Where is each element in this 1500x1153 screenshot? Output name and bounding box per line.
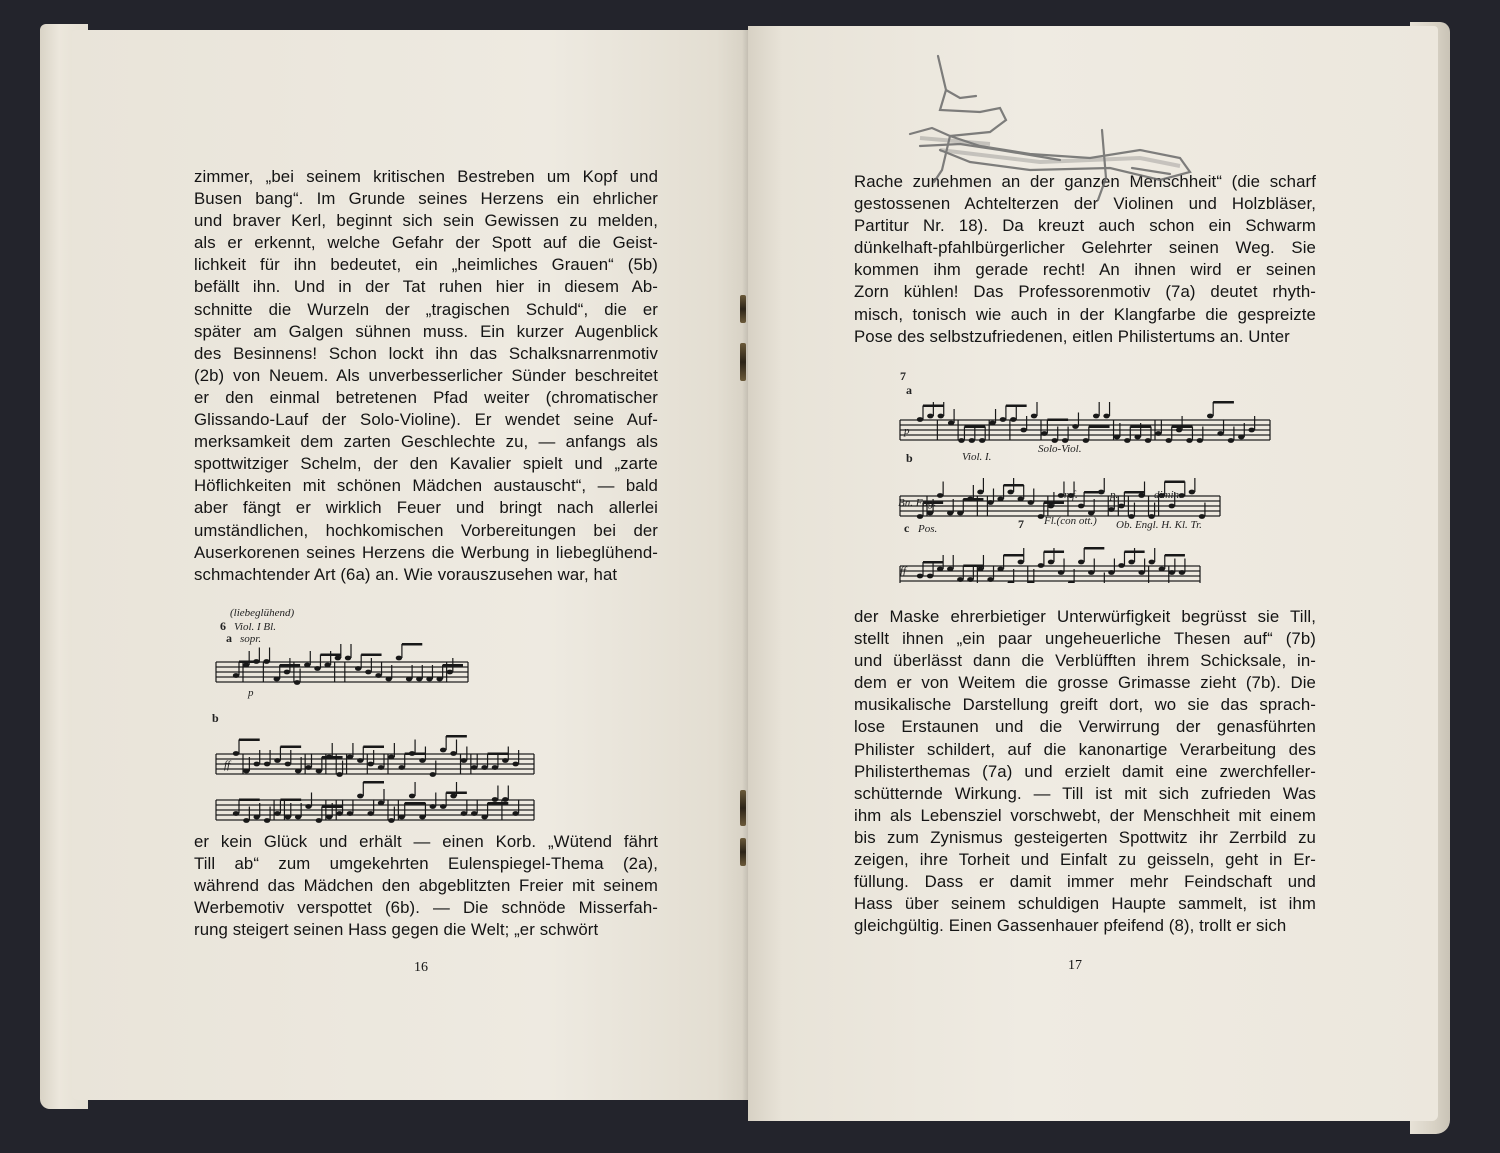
note-head — [1134, 435, 1140, 440]
note-head — [436, 677, 442, 682]
text-line: dem er von Weitem die grosse Grimasse zieht (7b). Die — [854, 673, 1316, 693]
sopr-label: sopr. — [240, 633, 262, 645]
note-head — [1048, 560, 1054, 565]
label-7b: b — [906, 451, 913, 465]
note-head — [1010, 417, 1016, 422]
note-head — [1041, 431, 1047, 436]
note-head — [378, 765, 384, 770]
dynamic-p-7b: p. — [1110, 489, 1119, 501]
note-head — [406, 677, 412, 682]
note-head — [1058, 570, 1064, 575]
text-line: befällt ihn. Und in der Tat ruhen hier in diesem Ab- — [194, 277, 658, 297]
note-head — [1083, 438, 1089, 443]
note-head — [1207, 414, 1213, 419]
note-head — [1078, 560, 1084, 565]
text-line: merksamkeit dem zarten Geschlechte zu, — anfangs als — [194, 432, 658, 452]
fig-number-7-c: 7 — [1018, 517, 1024, 531]
text-line: Werbemotiv verspottet (6b). — Die schnöde Misserfah- — [194, 898, 658, 918]
note-head — [481, 815, 487, 820]
note-head — [396, 656, 402, 661]
dynamic-ff-7c: ff — [900, 565, 907, 577]
note-head — [927, 574, 933, 579]
text-line: und braver Kerl, beginnt sich sein Gewissen zu melden, — [194, 211, 658, 231]
note-head — [1114, 435, 1120, 440]
note-head — [502, 797, 508, 802]
note-head — [977, 490, 983, 495]
note-head — [461, 811, 467, 816]
note-beam — [1004, 554, 1024, 557]
note-head — [357, 758, 363, 763]
note-head — [285, 815, 291, 820]
note-beam — [405, 802, 426, 805]
note-head — [409, 794, 415, 799]
note-head — [481, 765, 487, 770]
note-head — [399, 815, 405, 820]
fig-number-6: 6 — [220, 619, 226, 633]
note-head — [1078, 504, 1084, 509]
note-head — [295, 815, 301, 820]
note-head — [1189, 490, 1195, 495]
note-head — [1098, 490, 1104, 495]
fig-number-7: 7 — [900, 369, 906, 383]
note-head — [233, 673, 239, 678]
left-page — [72, 30, 750, 1100]
text-line: später am Galgen sühnen muss. Ein kurzer Augenblick — [194, 321, 658, 341]
text-line: stellt ihnen „ein paar ungeheuerliche Thesen auf“ (7b) — [854, 629, 1316, 649]
note-head — [977, 567, 983, 572]
note-head — [1038, 563, 1044, 568]
note-head — [1108, 507, 1114, 512]
text-line: Pose des selbstzufriedenen, eitlen Philistertums an. Unter — [854, 326, 1290, 346]
note-head — [948, 421, 954, 426]
note-head — [1017, 497, 1023, 502]
note-beam — [363, 781, 384, 784]
staff-6a — [216, 643, 468, 685]
text-line: Busen bang“. Im Grunde seines Herzens ein ehrlicher — [194, 189, 658, 209]
text-line: er den einmal betretenen Pfad weiter (chromatischer — [194, 387, 658, 407]
note-head — [388, 818, 394, 823]
note-head — [979, 438, 985, 443]
note-head — [512, 811, 518, 816]
note-head — [967, 577, 973, 582]
note-head — [958, 438, 964, 443]
note-head — [917, 514, 923, 519]
note-head — [440, 748, 446, 753]
note-head — [1028, 500, 1034, 505]
text-line: schnitte die Wurzeln der „tragischen Schuld“, die er — [194, 299, 658, 319]
text-line: (2b) von Neuem. Als unverbesserlicher Sünder beschreitet — [194, 365, 658, 385]
binding-staple-3 — [740, 790, 746, 826]
note-head — [355, 666, 361, 671]
text-line: er kein Glück und erhält — einen Korb. „Wütend fährt — [194, 832, 658, 851]
note-beam — [446, 735, 467, 738]
text-line: spottwitziger Schelm, der den Kavalier spielt und „zarte — [194, 454, 658, 474]
note-head — [295, 769, 301, 774]
note-head — [1138, 493, 1144, 498]
text-line: und überlässt dann die Verblüfften ihrem Schicksale, in- — [854, 651, 1316, 671]
pencil-sketch-drawing — [880, 50, 1240, 210]
text-line: schmachtender Art (6a) an. Wie vorauszusehen war, hat — [194, 564, 618, 584]
note-head — [1048, 504, 1054, 509]
note-head — [512, 762, 518, 767]
note-head — [1018, 560, 1024, 565]
note-head — [305, 765, 311, 770]
note-head — [461, 758, 467, 763]
text-line: kommen ihm gerade recht! An ihnen wird er seinen — [854, 260, 1316, 280]
note-head — [367, 762, 373, 767]
page-number-16: 16 — [414, 960, 428, 975]
note-head — [471, 765, 477, 770]
note-head — [314, 666, 320, 671]
note-head — [502, 758, 508, 763]
instrument-label: Viol. I Bl. — [234, 621, 276, 633]
note-head — [336, 772, 342, 777]
note-head — [440, 804, 446, 809]
viol-label: Viol. I. — [962, 451, 992, 463]
note-head — [997, 567, 1003, 572]
note-head — [274, 758, 280, 763]
dimin-label: dimin. — [1154, 489, 1182, 501]
note-head — [947, 511, 953, 516]
note-head — [347, 755, 353, 760]
text-line: zimmer, „bei seinem kritischen Bestreben um Kopf und — [194, 167, 658, 186]
note-head — [1118, 504, 1124, 509]
note-head — [345, 656, 351, 661]
text-line: Zorn kühlen! Das Professorenmotiv (7a) deutet rhyth- — [854, 282, 1316, 302]
label-6b: b — [212, 711, 219, 725]
note-head — [1124, 438, 1130, 443]
staff-6b-upper — [216, 735, 534, 777]
text-line: als er erkennt, welche Gefahr der Spott auf die Geist- — [194, 233, 658, 253]
note-head — [399, 765, 405, 770]
ob-engl-label: Ob. Engl. H. Kl. Tr. — [1116, 519, 1202, 531]
note-head — [264, 762, 270, 767]
note-head — [927, 511, 933, 516]
note-beam — [1084, 547, 1104, 550]
note-head — [316, 769, 322, 774]
text-line: lichkeit für ihn bedeutet, ein „heimliches Grauen“ (5b) — [194, 255, 658, 275]
text-line: Philister schildert, auf die kanonartige Verarbeitung des — [854, 739, 1316, 759]
note-head — [1138, 570, 1144, 575]
fl-con-ott-label: Fl.(con ott.) — [1044, 515, 1097, 527]
note-head — [947, 567, 953, 572]
note-head — [1169, 504, 1175, 509]
note-head — [233, 751, 239, 756]
right-page-text-bottom — [854, 606, 1316, 937]
dynamic-p-7a: p — [904, 425, 910, 437]
text-line: dünkelhaft-pfahlbürgerlicher Gelehrter seinen Weg. Sie — [854, 238, 1316, 258]
pos-label: Pos. — [918, 523, 938, 535]
note-head — [1072, 424, 1078, 429]
note-beam — [363, 746, 384, 749]
note-head — [263, 659, 269, 664]
note-head — [917, 574, 923, 579]
note-head — [326, 815, 332, 820]
page-number-17: 17 — [1068, 958, 1082, 973]
note-head — [450, 794, 456, 799]
note-head — [1149, 560, 1155, 565]
note-head — [1020, 428, 1026, 433]
note-head — [386, 677, 392, 682]
note-head — [1088, 570, 1094, 575]
note-beam — [280, 746, 301, 749]
text-line: Höflichkeiten mit schönen Mädchen austauscht“, — bald — [194, 476, 658, 496]
text-line: aber fängt er wirklich Feuer und bringt nach allerlei — [194, 498, 658, 518]
text-line: rung steigert seinen Hass gegen die Welt; „er schwört — [194, 920, 599, 940]
note-beam — [1213, 401, 1234, 404]
note-head — [233, 811, 239, 816]
note-head — [274, 811, 280, 816]
note-beam — [280, 799, 301, 802]
note-head — [1176, 428, 1182, 433]
text-line: Hass über seinem schuldigen Haupte sammelt, ist ihm — [854, 894, 1316, 914]
note-head — [927, 414, 933, 419]
note-head — [1093, 414, 1099, 419]
note-head — [1145, 438, 1151, 443]
note-head — [1169, 570, 1175, 575]
note-head — [957, 511, 963, 516]
note-head — [336, 811, 342, 816]
note-head — [997, 497, 1003, 502]
note-head — [335, 656, 341, 661]
note-head — [1197, 438, 1203, 443]
text-line: Rache zunehmen an der ganzen Menschheit“ (die scharf — [854, 172, 1316, 191]
note-head — [987, 577, 993, 582]
note-head — [409, 751, 415, 756]
note-beam — [239, 739, 260, 742]
text-line: Partitur Nr. 18). Da kreuzt auch schon ein Schwarm — [854, 216, 1316, 236]
note-head — [254, 815, 260, 820]
note-head — [285, 762, 291, 767]
label-7c: c — [904, 521, 910, 535]
note-head — [450, 751, 456, 756]
note-head — [430, 772, 436, 777]
text-line: füllung. Dass er damit immer mehr Feindschaft und — [854, 872, 1316, 892]
note-beam — [1047, 419, 1068, 422]
bn-fag-label: Bn. Fag. — [898, 497, 937, 509]
note-head — [492, 765, 498, 770]
note-beam — [361, 654, 381, 657]
note-head — [1159, 567, 1165, 572]
note-head — [917, 417, 923, 422]
text-line: des Besinnens! Schon lockt ihn das Schalksnarrenmotiv — [194, 343, 658, 363]
note-beam — [488, 802, 509, 805]
note-head — [937, 567, 943, 572]
note-head — [430, 804, 436, 809]
note-head — [1217, 431, 1223, 436]
dynamic-mf: mf. — [1064, 489, 1078, 501]
text-line: während das Mädchen den abgeblitzten Freier mit seinem — [194, 876, 658, 896]
note-head — [492, 797, 498, 802]
note-head — [1179, 570, 1185, 575]
text-line: gleichgültig. Einen Gassenhauer pfeifend (8), trollt er sich — [854, 916, 1287, 936]
note-head — [1118, 563, 1124, 568]
note-head — [243, 663, 249, 668]
binding-staple-1 — [740, 295, 746, 323]
note-head — [284, 670, 290, 675]
music-example-6 — [212, 604, 552, 834]
note-head — [243, 818, 249, 823]
note-head — [471, 811, 477, 816]
music-example-7 — [898, 368, 1278, 583]
note-head — [1007, 490, 1013, 495]
staff-7c — [900, 547, 1200, 583]
note-head — [1228, 438, 1234, 443]
note-beam — [239, 799, 260, 802]
note-head — [957, 577, 963, 582]
text-line: gestossenen Achtelterzen der Violinen und Holzbläser, — [854, 194, 1316, 214]
note-head — [1166, 438, 1172, 443]
note-head — [987, 500, 993, 505]
note-head — [426, 677, 432, 682]
note-head — [388, 755, 394, 760]
text-line: der Maske ehrerbietiger Unterwürfigkeit begrüsst sie Till, — [854, 607, 1316, 626]
text-line: schütternde Wirkung. — Till ist mit sich zufrieden Was — [854, 783, 1316, 803]
note-head — [274, 677, 280, 682]
note-head — [967, 497, 973, 502]
binding-staple-2 — [740, 343, 746, 381]
text-line: lose Erstaunen und die Verwirrung der genasführten — [854, 717, 1316, 737]
text-line: Philisterthemas (7a) und erzielt damit eine zwerchfeller- — [854, 761, 1316, 781]
note-head — [316, 818, 322, 823]
text-line: Glissando-Lauf der Solo-Violine). Er wendet seine Auf- — [194, 410, 658, 430]
note-head — [264, 818, 270, 823]
text-line: zeigen, ihre Torheit und Einfalt zu geisseln, geht in Er- — [854, 850, 1316, 870]
note-head — [1238, 435, 1244, 440]
note-head — [1155, 431, 1161, 436]
left-page-text-bottom — [194, 831, 658, 941]
note-beam — [402, 643, 422, 646]
tempo-marking: (liebeglühend) — [230, 607, 295, 619]
note-head — [294, 680, 300, 685]
note-head — [419, 815, 425, 820]
note-head — [1103, 414, 1109, 419]
note-head — [419, 758, 425, 763]
note-head — [1128, 560, 1134, 565]
note-head — [938, 414, 944, 419]
dynamic-ff: ff — [224, 759, 231, 771]
note-head — [378, 801, 384, 806]
solo-viol-label: Solo-Viol. — [1038, 443, 1082, 455]
staff-7a — [900, 401, 1270, 443]
note-head — [254, 762, 260, 767]
text-line: Auserkorenen seines Herzens die Werbung in liebeglühend- — [194, 542, 658, 562]
text-line: ihm als Lebensziel vorschwebt, der Menschheit mit einem — [854, 805, 1316, 825]
note-head — [253, 659, 259, 664]
staff-6b-lower — [216, 781, 534, 823]
left-page-text-top — [194, 166, 658, 586]
note-beam — [1165, 481, 1185, 484]
text-line: Till ab“ zum umgekehrten Eulenspiegel-Thema (2a), — [194, 854, 658, 874]
note-head — [1248, 428, 1254, 433]
text-line: bis zum Zynismus gesteigerten Spottwitz ihr Zerrbild zu — [854, 827, 1316, 847]
note-head — [937, 493, 943, 498]
note-head — [367, 811, 373, 816]
note-head — [304, 663, 310, 668]
text-line: misch, tonisch wie auch in der Klangfarbe die gespreizte — [854, 304, 1316, 324]
note-head — [1000, 417, 1006, 422]
note-head — [305, 804, 311, 809]
text-line: umständlichen, hochkomischen Vorbereitungen bei der — [194, 520, 658, 540]
note-head — [375, 673, 381, 678]
note-head — [1108, 570, 1114, 575]
text-line: musikalische Darstellung greift dort, wo sie das sprach- — [854, 695, 1316, 715]
binding-staple-4 — [740, 838, 746, 866]
note-head — [416, 677, 422, 682]
note-head — [347, 811, 353, 816]
note-head — [324, 663, 330, 668]
note-head — [365, 670, 371, 675]
note-head — [1186, 438, 1192, 443]
note-head — [243, 769, 249, 774]
note-head — [1031, 414, 1037, 419]
note-beam — [1089, 426, 1110, 429]
note-head — [326, 755, 332, 760]
note-beam — [1165, 554, 1185, 557]
label-6a: a — [226, 631, 232, 645]
note-head — [447, 670, 453, 675]
note-head — [969, 438, 975, 443]
dynamic-p: p — [248, 687, 254, 699]
note-head — [989, 421, 995, 426]
label-7a: a — [906, 383, 912, 397]
note-head — [357, 794, 363, 799]
